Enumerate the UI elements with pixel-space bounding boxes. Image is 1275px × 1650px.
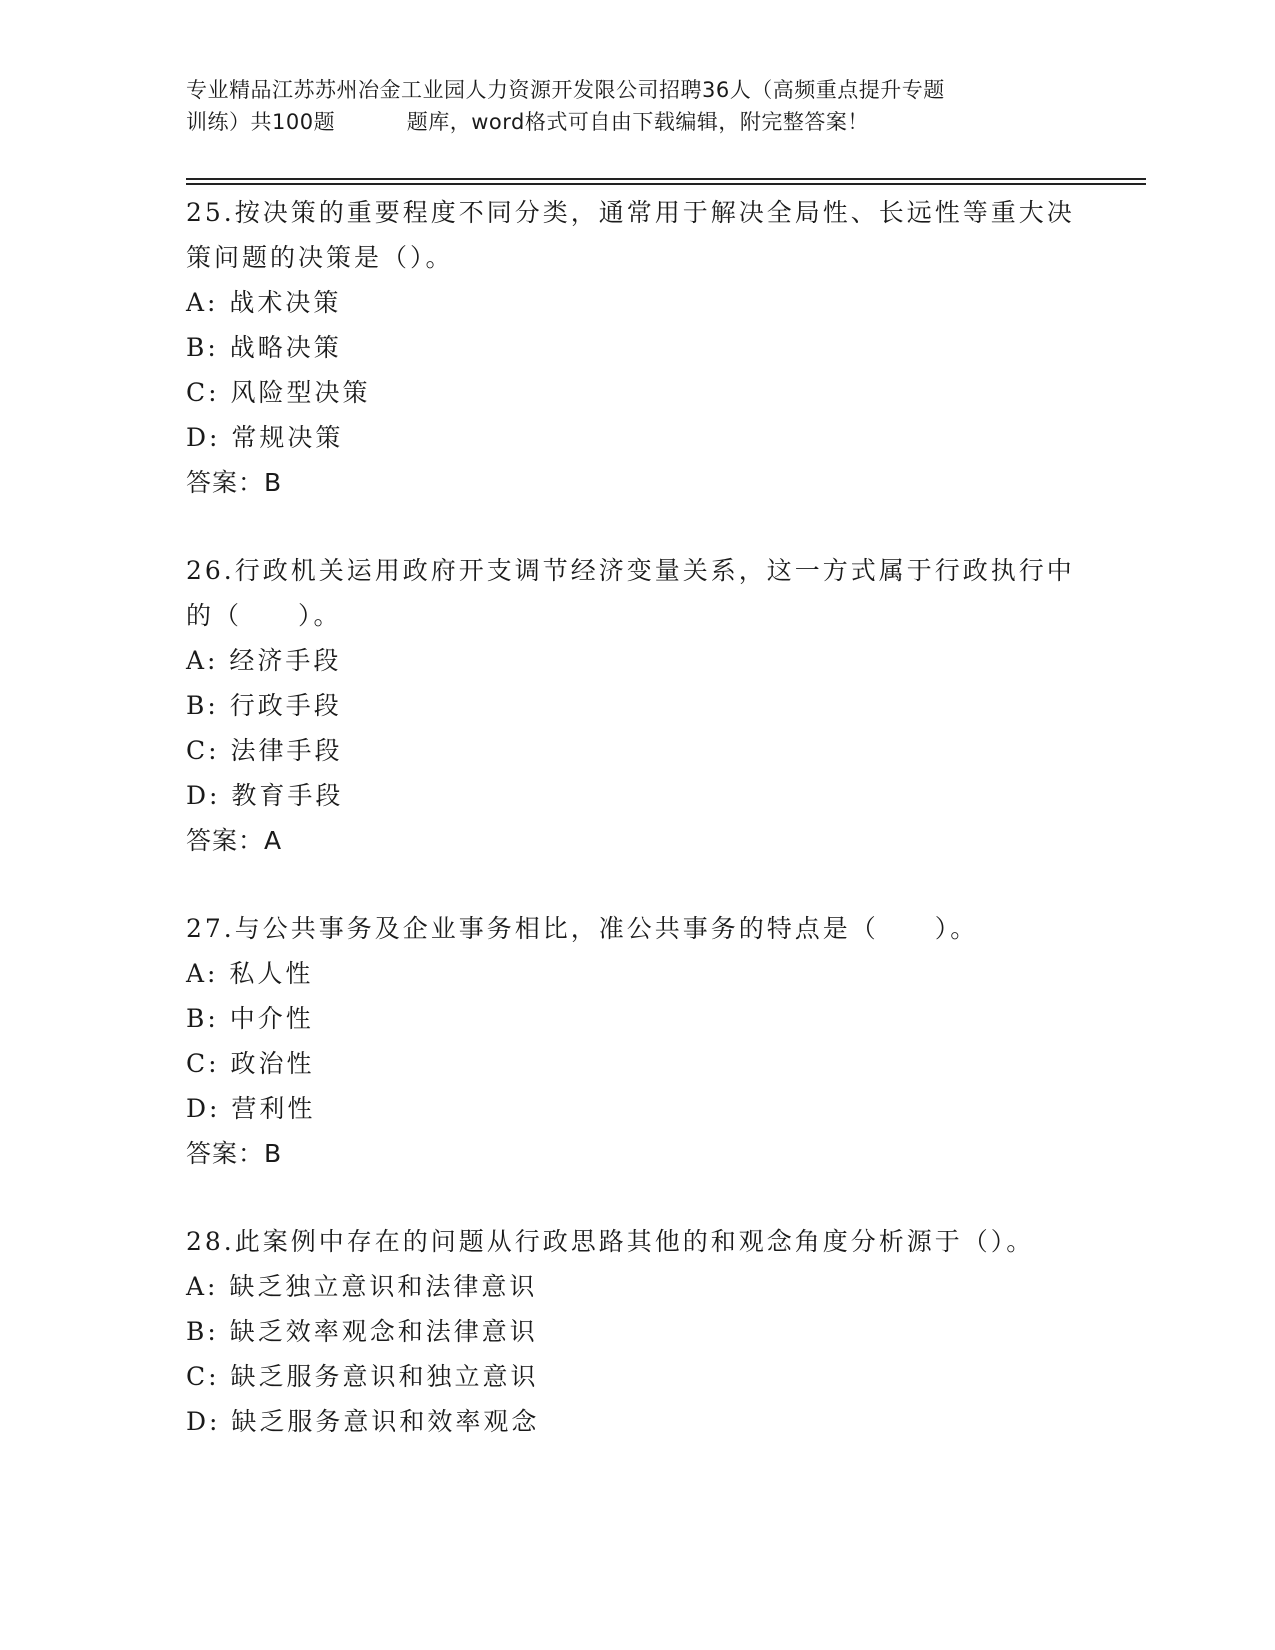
question-28 xyxy=(186,1219,1086,1444)
question-26 xyxy=(186,548,1086,863)
answer-key: 答案：B xyxy=(186,468,283,497)
header-divider-top xyxy=(186,178,1146,180)
question-text: 27.与公共事务及企业事务相比，准公共事务的特点是（ ）。 xyxy=(186,914,979,943)
option-b: B: 行政手段 xyxy=(186,691,342,720)
option-c: C: 缺乏服务意识和独立意识 xyxy=(186,1362,539,1391)
option-b: B: 战略决策 xyxy=(186,333,342,362)
question-spacer xyxy=(186,1176,1086,1219)
option-a: A: 私人性 xyxy=(186,959,314,988)
header-title-line-2: 训练）共100题 题库，word格式可自由下载编辑，附完整答案！ xyxy=(186,110,869,134)
question-text: 26.行政机关运用政府开支调节经济变量关系，这一方式属于行政执行中的（ ）。 xyxy=(186,556,1075,630)
question-spacer xyxy=(186,863,1086,906)
option-c: C: 风险型决策 xyxy=(186,378,371,407)
option-d: D: 营利性 xyxy=(186,1094,316,1123)
option-d: D: 常规决策 xyxy=(186,423,344,452)
option-c: C: 政治性 xyxy=(186,1049,315,1078)
question-27 xyxy=(186,906,1086,1176)
option-a: A: 经济手段 xyxy=(186,646,342,675)
option-a: A: 战术决策 xyxy=(186,288,342,317)
question-list xyxy=(186,190,1086,1444)
option-b: B: 缺乏效率观念和法律意识 xyxy=(186,1317,538,1346)
option-d: D: 教育手段 xyxy=(186,781,344,810)
document-header xyxy=(186,74,1086,138)
header-title-line-1: 专业精品江苏苏州冶金工业园人力资源开发限公司招聘36人（高频重点提升专题 xyxy=(186,78,945,102)
option-c: C: 法律手段 xyxy=(186,736,343,765)
answer-key: 答案：A xyxy=(186,826,283,855)
option-a: A: 缺乏独立意识和法律意识 xyxy=(186,1272,538,1301)
question-spacer xyxy=(186,505,1086,548)
answer-key: 答案：B xyxy=(186,1139,283,1168)
question-text: 28.此案例中存在的问题从行政思路其他的和观念角度分析源于（）。 xyxy=(186,1227,1035,1256)
option-b: B: 中介性 xyxy=(186,1004,314,1033)
question-text: 25.按决策的重要程度不同分类，通常用于解决全局性、长远性等重大决策问题的决策是（）。 xyxy=(186,198,1075,272)
header-divider-bottom xyxy=(186,183,1146,185)
question-25 xyxy=(186,190,1086,505)
option-d: D: 缺乏服务意识和效率观念 xyxy=(186,1407,540,1436)
